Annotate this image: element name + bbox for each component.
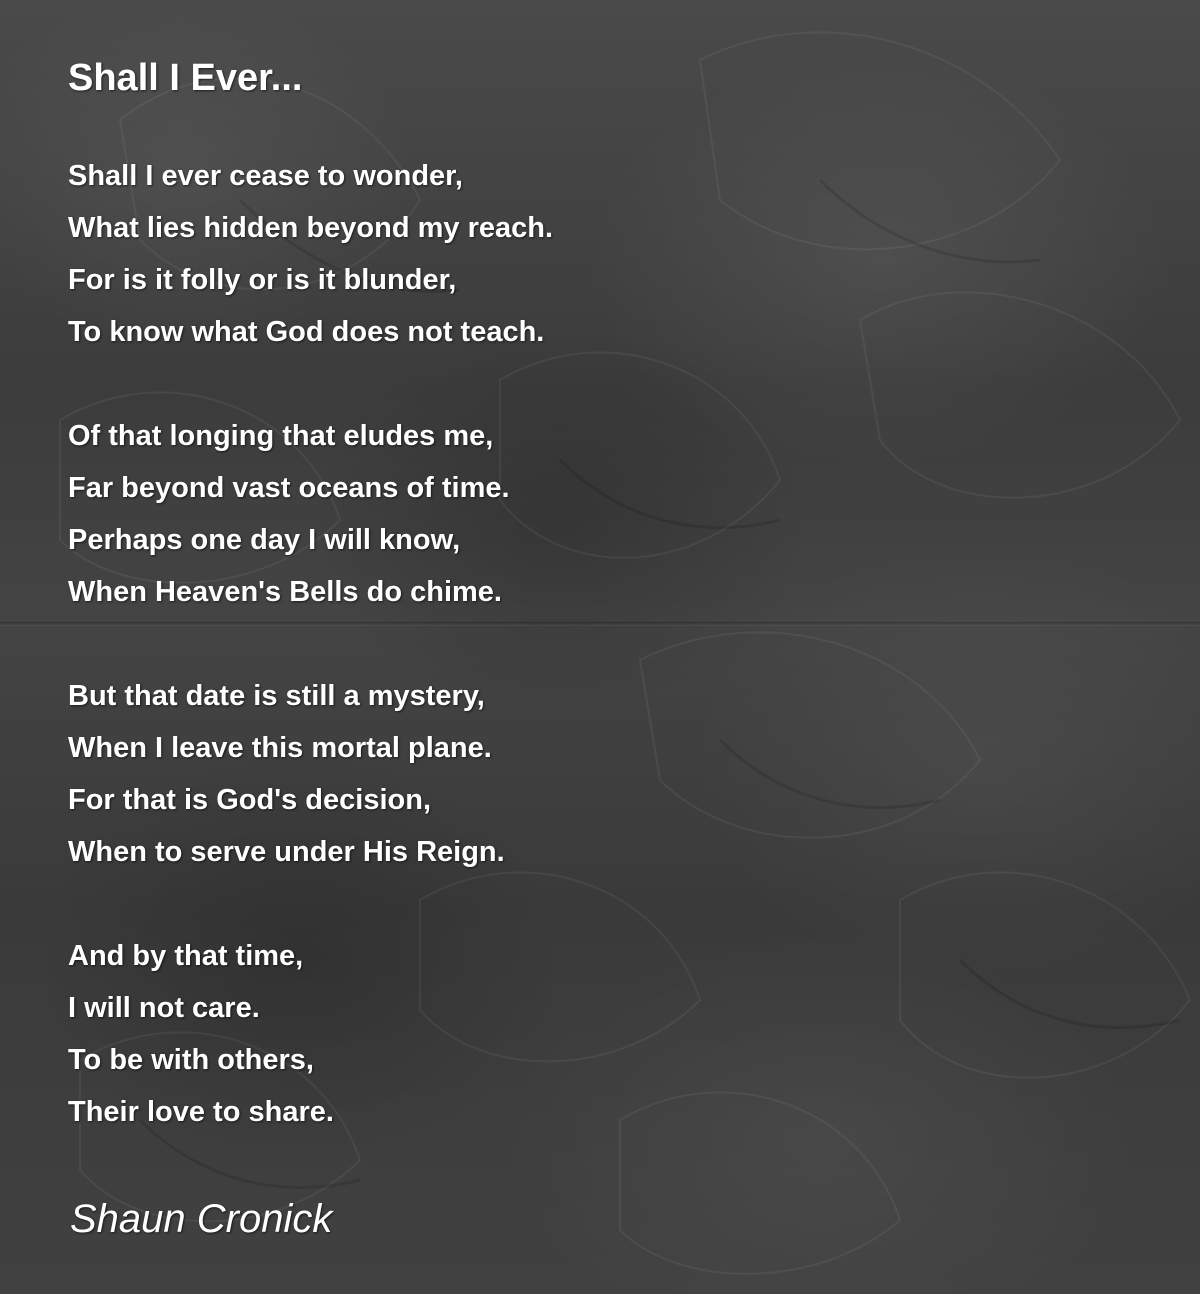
stanza	[68, 930, 1148, 1138]
poem-line: When to serve under His Reign.	[68, 836, 505, 868]
poem-line: Far beyond vast oceans of time.	[68, 472, 510, 504]
poem-line: But that date is still a mystery,	[68, 680, 485, 712]
poem-line: And by that time,	[68, 940, 304, 972]
poem-line: What lies hidden beyond my reach.	[68, 212, 554, 244]
poem-body	[68, 150, 1148, 1138]
poem-author: Shaun Cronick	[70, 1197, 333, 1241]
poem-line: To be with others,	[68, 1044, 314, 1076]
poem-line: Shall I ever cease to wonder,	[68, 160, 463, 192]
stanza	[68, 150, 1148, 358]
poem-line: For is it folly or is it blunder,	[68, 264, 457, 296]
poem-line: When Heaven's Bells do chime.	[68, 576, 502, 608]
poem-line: For that is God's decision,	[68, 784, 431, 816]
poem-line: Of that longing that eludes me,	[68, 420, 494, 452]
poem-line: Their love to share.	[68, 1096, 334, 1128]
poem-line: When I leave this mortal plane.	[68, 732, 492, 764]
poem-title: Shall I Ever...	[68, 57, 303, 99]
poem-content	[68, 52, 1148, 1190]
poem-line: Perhaps one day I will know,	[68, 524, 461, 556]
stanza	[68, 410, 1148, 618]
poem-line: I will not care.	[68, 992, 260, 1024]
stanza	[68, 670, 1148, 878]
poem-line: To know what God does not teach.	[68, 316, 545, 348]
